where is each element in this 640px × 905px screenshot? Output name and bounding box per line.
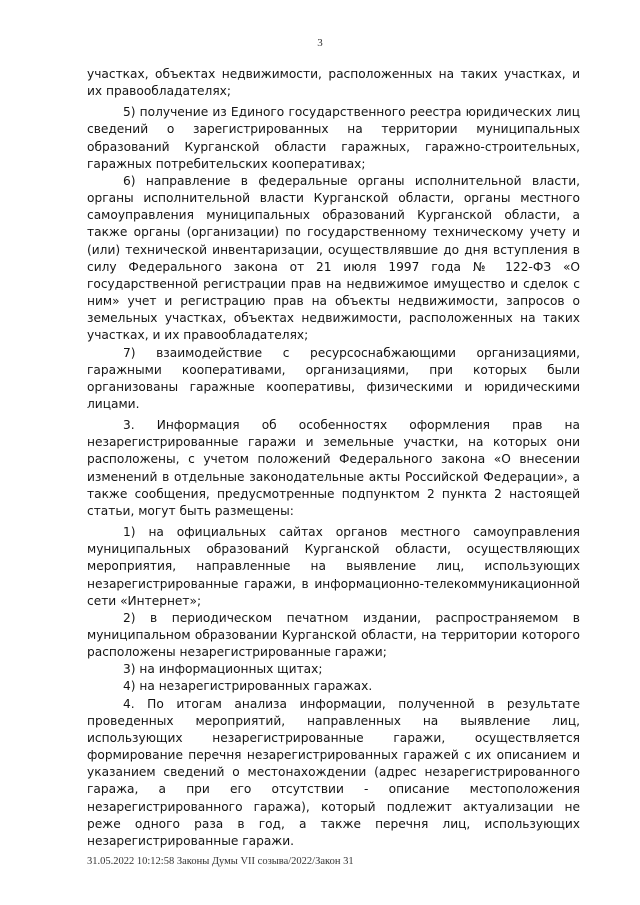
paragraph-item-7: 7) взаимодействие с ресурсоснабжающими организациями, гаражными кооперативами, организациями, при которых были организованы гаражные кооперативы, физическими и юридическими лицами. [87,345,580,411]
document-body [87,66,580,850]
paragraph-continuation: участках, объектах недвижимости, расположенных на таких участках, и их правообладателях; [87,67,580,99]
paragraph-subitem-4: 4) на незарегистрированных гаражах. [123,679,373,694]
paragraph-section-4: 4. По итогам анализа информации, полученной в результате проведенных мероприятий, направленных на выявление лиц, использующих незарегистрированные гаражи, осуществляется формирование перечня незарегистрированных гаражей с их описанием и указанием сведений о местонахождении (адрес незарегистрированного гаража, а при его отсутствии - описание местоположения незарегистрированного гаража), который подлежит актуализации не реже одного раза в год, а также перечня лиц, использующих незарегистрированные гаражи. [87,696,580,848]
paragraph-subitem-3: 3) на информационных щитах; [123,662,323,677]
paragraph-section-3: 3. Информация об особенностях оформления прав на незарегистрированные гаражи и земельные участки, на которых они расположены, с учетом положений Федерального закона «О внесении изменений в отдельные законодательные акты Российской Федерации», а также сообщения, предусмотренные подпунктом 2 пункта 2 настоящей статьи, могут быть размещены: [87,418,580,518]
paragraph-subitem-2: 2) в периодическом печатном издании, распространяемом в муниципальном образовании Курганской области, на территории которого расположены незарегистрированные гаражи; [87,610,580,660]
paragraph-item-5: 5) получение из Единого государственного реестра юридических лиц сведений о зарегистрированных на территории муниципальных образований Курганской области гаражных, гаражно-строительных, гаражных потребительских кооперативах; [87,105,580,171]
page-number: 3 [317,37,323,49]
paragraph-item-6: 6) направление в федеральные органы исполнительной власти, органы исполнительной власти Курганской области, органы местного самоуправления муниципальных образований Курганской области, а также органы (организации) по государственному техническому учету и (или) технической инвентаризации, осуществлявшие до дня вступления в силу Федерального закона от 21 июля 1997 года № 122-ФЗ «О государственной регистрации прав на недвижимое имущество и сделок с ним» учет и регистрацию прав на объекты недвижимости, запросов о земельных участках, объектах недвижимости, расположенных на таких участках, и их правообладателях; [87,173,580,343]
footer-stamp: 31.05.2022 10:12:58 Законы Думы VII созыва/2022/Закон 31 [87,856,354,867]
paragraph-subitem-1: 1) на официальных сайтах органов местного самоуправления муниципальных образований Курганской области, осуществляющих мероприятия, направленные на выявление лиц, использующих незарегистрированные гаражи, в информационно-телекоммуникационной сети «Интернет»; [87,525,580,608]
